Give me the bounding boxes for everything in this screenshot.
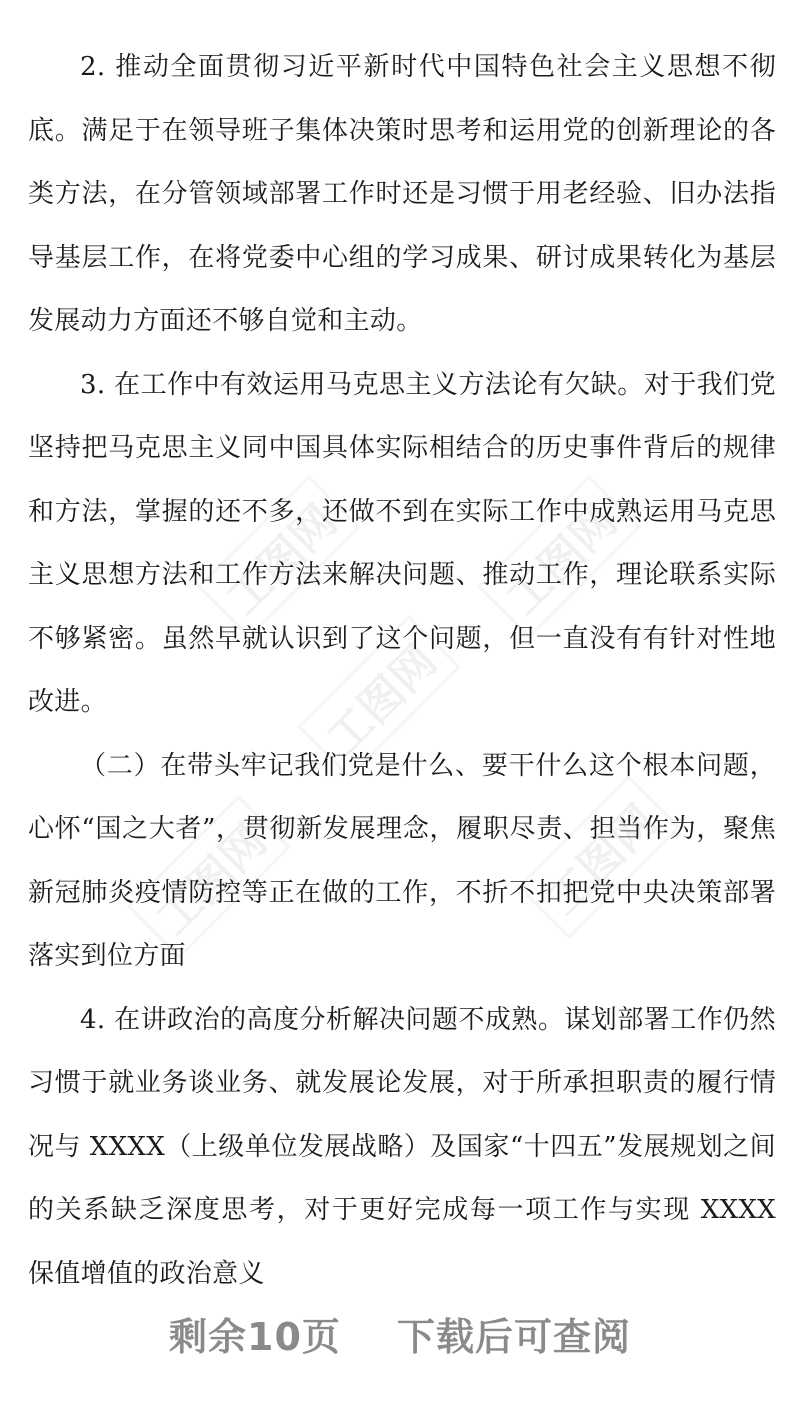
paragraph-item-4: 4. 在讲政治的高度分析解决问题不成熟。谋划部署工作仍然习惯于就业务谈业务、就发展论发展，对于所承担职责的履行情况与 XXXX（上级单位发展战略）及国家“十四五”发展规划之间的关系缺乏深度思考，对于更好完成每一项工作与实现 XXXX 保值增值的政治意义: [28, 1004, 776, 1289]
watermark-2: 工图网: [477, 475, 641, 639]
watermark-3: 工图网: [297, 615, 461, 779]
watermark-4: 工图网: [127, 795, 291, 959]
watermark-1: 工图网: [197, 475, 361, 639]
document-body: [28, 36, 776, 1306]
paragraph-item-2: 2. 推动全面贯彻习近平新时代中国特色社会主义思想不彻底。满足于在领导班子集体决策时思考和运用党的创新理论的各类方法，在分管领域部署工作时还是习惯于用老经验、旧办法指导基层工作，在将党委中心组的学习成果、研讨成果转化为基层发展动力方面还不够自觉和主动。: [28, 52, 776, 336]
download-hint-label: 下载后可查阅: [396, 1315, 631, 1359]
section-heading-2: （二）在带头牢记我们党是什么、要干什么这个根本问题，心怀“国之大者”，贯彻新发展理念，履职尽责、担当作为，聚焦新冠肺炎疫情防控等正在做的工作，不折不扣把党中央决策部署落实到位方面: [28, 750, 776, 971]
download-prompt[interactable]: [0, 1306, 800, 1361]
remaining-pages-label: 剩余10页: [169, 1315, 341, 1359]
paragraph-item-3: 3. 在工作中有效运用马克思主义方法论有欠缺。对于我们党坚持把马克思主义同中国具体实际相结合的历史事件背后的规律和方法，掌握的还不多，还做不到在实际工作中成熟运用马克思主义思想方法和工作方法来解决问题、推动工作，理论联系实际不够紧密。虽然早就认识到了这个问题，但一直没有有针对性地改进。: [28, 369, 776, 717]
watermark-5: 工图网: [517, 775, 681, 939]
